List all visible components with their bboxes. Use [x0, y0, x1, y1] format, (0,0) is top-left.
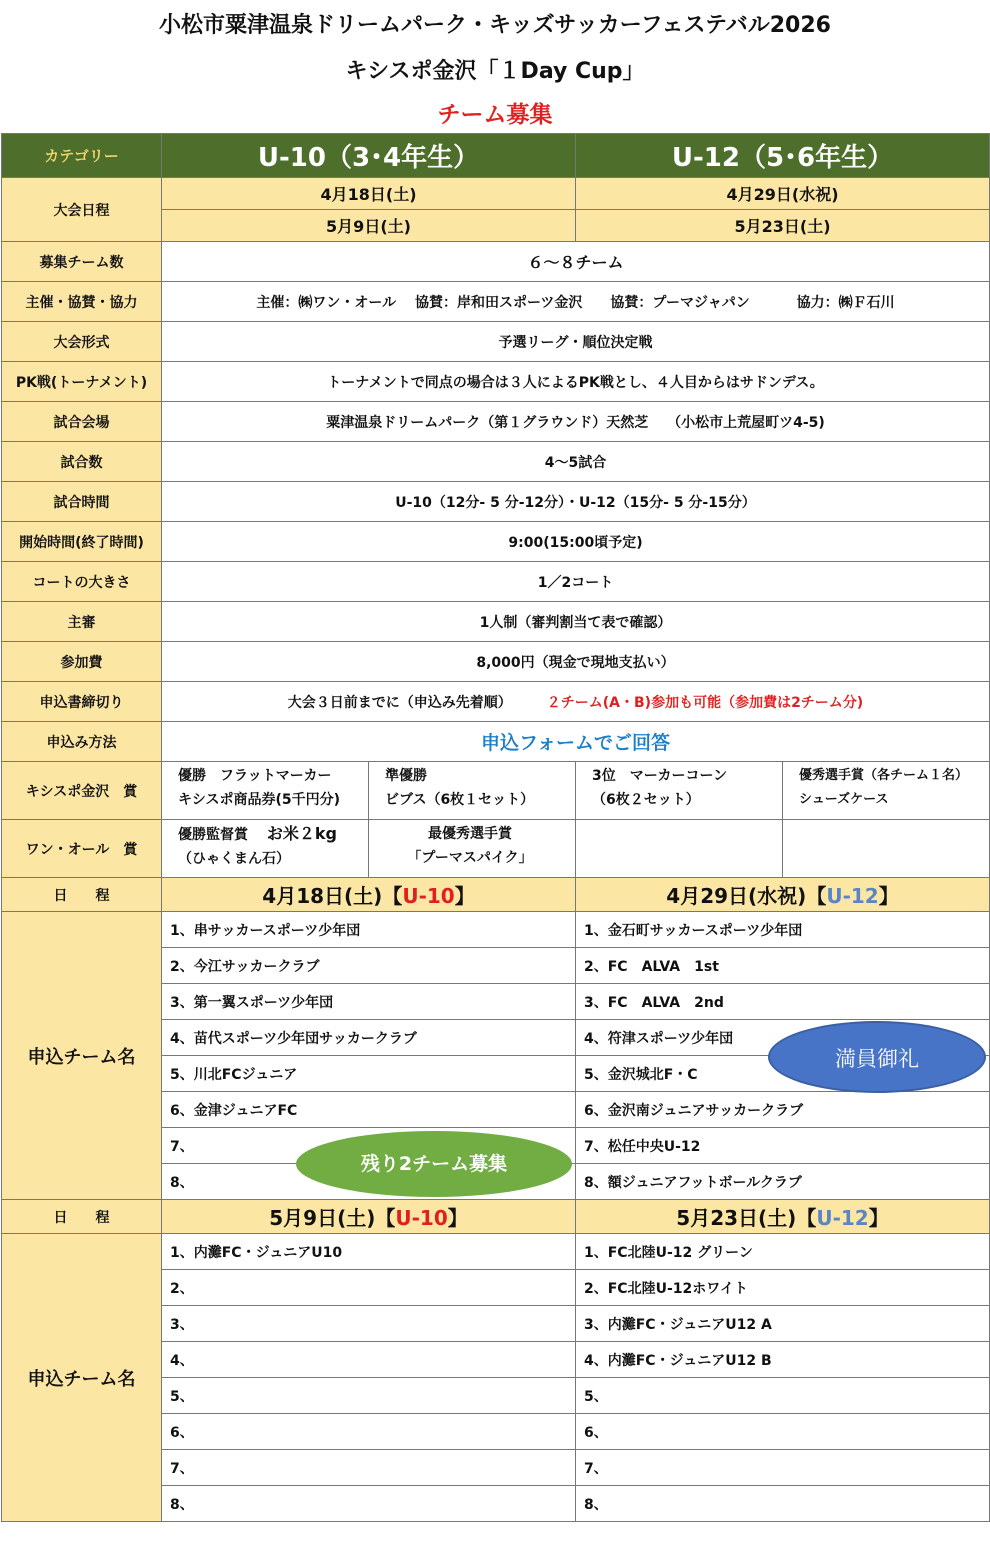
team-entry-u12: 1、FC北陸U-12 グリーン [576, 1234, 990, 1270]
prize-mvp-detail: 「プーマスパイク」 [407, 850, 533, 866]
team-entry-u12: 8、額ジュニアフットボールクラブ [576, 1164, 990, 1200]
court-label: コートの大きさ [2, 562, 162, 602]
deadline-value [162, 682, 990, 722]
team-entry-u12: 6、金沢南ジュニアサッカークラブ [576, 1092, 990, 1128]
deadline-label: 申込書締切り [2, 682, 162, 722]
team-entry-u10: 6、 [162, 1414, 576, 1450]
prize-mvp [369, 820, 576, 878]
recruit-heading: チーム募集 [437, 102, 553, 128]
prize-third-title: 3位 マーカーコーン [592, 768, 728, 784]
game-time-label: 試合時間 [2, 482, 162, 522]
games-value: 4～5試合 [162, 442, 990, 482]
deadline-note: ２チーム(A・B)参加も可能（参加費は2チーム分) [546, 694, 864, 711]
team-entry-u10: 8、 [162, 1164, 576, 1200]
day1-u12-tag: U-12 [826, 884, 879, 908]
bracket-close: 】 [868, 1206, 889, 1230]
team-entry-u10: 4、 [162, 1342, 576, 1378]
format-value: 予選リーグ・順位決定戦 [162, 322, 990, 362]
bracket-close: 】 [454, 884, 475, 908]
team-entry-u10: 7、 [162, 1128, 576, 1164]
team-entry-u10: 4、苗代スポーツ少年団サッカークラブ [162, 1020, 576, 1056]
empty-cell [783, 820, 990, 878]
day1-label: 日 程 [2, 878, 162, 912]
prize-coach-title: 優勝監督賞 [178, 827, 248, 843]
day1-u10-header [162, 878, 576, 912]
pk-value: トーナメントで同点の場合は３人によるPK戦とし、４人目からはサドンデス。 [162, 362, 990, 402]
day1-u10-date: 4月18日(土)【 [262, 884, 403, 908]
oneall-prize-label: ワン・オール 賞 [2, 820, 162, 878]
u10-date-1: 4月18日(土) [162, 178, 576, 210]
prize-runner-up-detail: ビブス（6枚１セット） [385, 792, 535, 808]
prize-best-player-detail: シューズケース [799, 792, 889, 807]
start-time-label: 開始時間(終了時間) [2, 522, 162, 562]
team-entry-u12: 7、 [576, 1450, 990, 1486]
day1-u12-date: 4月29日(水祝)【 [666, 884, 827, 908]
sponsors-label: 主催・協賛・協力 [2, 282, 162, 322]
day2-u12-date: 5月23日(土)【 [676, 1206, 817, 1230]
kisispo-prize-row [2, 762, 990, 820]
team-entry-u12: 2、FC ALVA 1st [576, 948, 990, 984]
day2-u12-tag: U-12 [816, 1206, 869, 1230]
team-entry-u10: 1、内灘FC・ジュニアU10 [162, 1234, 576, 1270]
venue-label: 試合会場 [2, 402, 162, 442]
apply-label: 申込み方法 [2, 722, 162, 762]
prize-coach-detail: （ひゃくまん石） [178, 851, 290, 867]
day2-header-row [2, 1200, 990, 1234]
pk-label: PK戦(トーナメント) [2, 362, 162, 402]
day2-u10-tag: U-10 [395, 1206, 448, 1230]
prize-best-player [783, 762, 990, 820]
u10-date-2: 5月9日(土) [162, 210, 576, 242]
games-label: 試合数 [2, 442, 162, 482]
team-entry-u12: 7、松任中央U-12 [576, 1128, 990, 1164]
entry-teams-label: 申込チーム名 [2, 1234, 162, 1522]
court-value: 1／2コート [162, 562, 990, 602]
day1-header-row [2, 878, 990, 912]
team-entry-u10: 6、金津ジュニアFC [162, 1092, 576, 1128]
oneall-prize-row [2, 820, 990, 878]
referee-label: 主審 [2, 602, 162, 642]
fee-value: 8,000円（現金で現地支払い） [162, 642, 990, 682]
u12-date-2: 5月23日(土) [576, 210, 990, 242]
team-entry-u10: 5、 [162, 1378, 576, 1414]
prize-third-detail: （6枚２セット） [592, 792, 700, 808]
day1-u10-tag: U-10 [402, 884, 455, 908]
teams-count-label: 募集チーム数 [2, 242, 162, 282]
empty-cell [576, 820, 783, 878]
team-entry-u12: 4、内灘FC・ジュニアU12 B [576, 1342, 990, 1378]
team-entry-u10: 3、第一翼スポーツ少年団 [162, 984, 576, 1020]
game-time-value: U-10（12分- 5 分-12分）・U-12（15分- 5 分-15分） [162, 482, 990, 522]
u12-date-1: 4月29日(水祝) [576, 178, 990, 210]
format-label: 大会形式 [2, 322, 162, 362]
prize-runner-up [369, 762, 576, 820]
bracket-close: 】 [447, 1206, 468, 1230]
prize-winner [162, 762, 369, 820]
entry-teams-label: 申込チーム名 [2, 912, 162, 1200]
prize-winner-item: 優勝 フラットマーカー [178, 768, 332, 784]
team-entry-u12: 4、符津スポーツ少年団 [576, 1020, 990, 1056]
day2-u10-date: 5月9日(土)【 [269, 1206, 396, 1230]
prize-mvp-title: 最優秀選手賞 [428, 826, 512, 842]
team-row [2, 912, 990, 948]
team-entry-u12: 3、FC ALVA 2nd [576, 984, 990, 1020]
team-entry-u10: 1、串サッカースポーツ少年団 [162, 912, 576, 948]
team-entry-u10: 8、 [162, 1486, 576, 1522]
u10-category: U-10（3･4年生） [162, 134, 576, 178]
team-entry-u12: 6、 [576, 1414, 990, 1450]
team-entry-u12: 5、 [576, 1378, 990, 1414]
apply-form-link[interactable]: 申込フォームでご回答 [162, 722, 990, 762]
team-row [2, 1234, 990, 1270]
info-table [1, 133, 990, 1522]
remaining-badge: 残り2チーム募集 [296, 1131, 572, 1197]
start-time-value: 9:00(15:00頃予定) [162, 522, 990, 562]
page-title: 小松市粟津温泉ドリームパーク・キッズサッカーフェステバル2026 [159, 13, 831, 38]
category-label: カテゴリー [2, 134, 162, 178]
team-entry-u12: 8、 [576, 1486, 990, 1522]
day2-label: 日 程 [2, 1200, 162, 1234]
schedule-label: 大会日程 [2, 178, 162, 242]
day1-u12-header [576, 878, 990, 912]
team-entry-u12: 1、金石町サッカースポーツ少年団 [576, 912, 990, 948]
team-entry-u12: 3、内灘FC・ジュニアU12 A [576, 1306, 990, 1342]
prize-coach-item: お米２kg [266, 824, 337, 843]
prize-winner-detail: キシスポ商品券(5千円分) [178, 792, 340, 808]
prize-best-player-title: 優秀選手賞（各チーム１名） [799, 768, 969, 783]
prize-runner-up-title: 準優勝 [385, 768, 427, 784]
deadline-text: 大会３日前までに（申込み先着順） [287, 694, 505, 711]
prize-coach [162, 820, 369, 878]
team-entry-u10: 3、 [162, 1306, 576, 1342]
prize-third [576, 762, 783, 820]
team-entry-u10: 2、 [162, 1270, 576, 1306]
team-entry-u10: 5、川北FCジュニア [162, 1056, 576, 1092]
schedule-row-1 [2, 178, 990, 210]
team-entry-u12: 5、金沢城北F・C [576, 1056, 990, 1092]
sponsors-value: 主催：㈱ワン・オール 協賛：岸和田スポーツ金沢 協賛：プーマジャパン 協力：㈱Ｆ石川 [162, 282, 990, 322]
venue-value: 粟津温泉ドリームパーク（第１グラウンド）天然芝 （小松市上荒屋町ツ4-5) [162, 402, 990, 442]
team-entry-u10: 2、今江サッカークラブ [162, 948, 576, 984]
u12-category: U-12（5･6年生） [576, 134, 990, 178]
day2-u10-header [162, 1200, 576, 1234]
day2-u12-header [576, 1200, 990, 1234]
full-badge: 満員御礼 [768, 1021, 986, 1093]
page-subtitle: キシスポ金沢「１Day Cup」 [345, 59, 645, 84]
bracket-close: 】 [878, 884, 899, 908]
referee-value: 1人制（審判割当て表で確認） [162, 602, 990, 642]
fee-label: 参加費 [2, 642, 162, 682]
team-entry-u12: 2、FC北陸U-12ホワイト [576, 1270, 990, 1306]
team-entry-u10: 7、 [162, 1450, 576, 1486]
category-row [2, 134, 990, 178]
teams-count-value: ６～８チーム [162, 242, 990, 282]
kisispo-prize-label: キシスポ金沢 賞 [2, 762, 162, 820]
